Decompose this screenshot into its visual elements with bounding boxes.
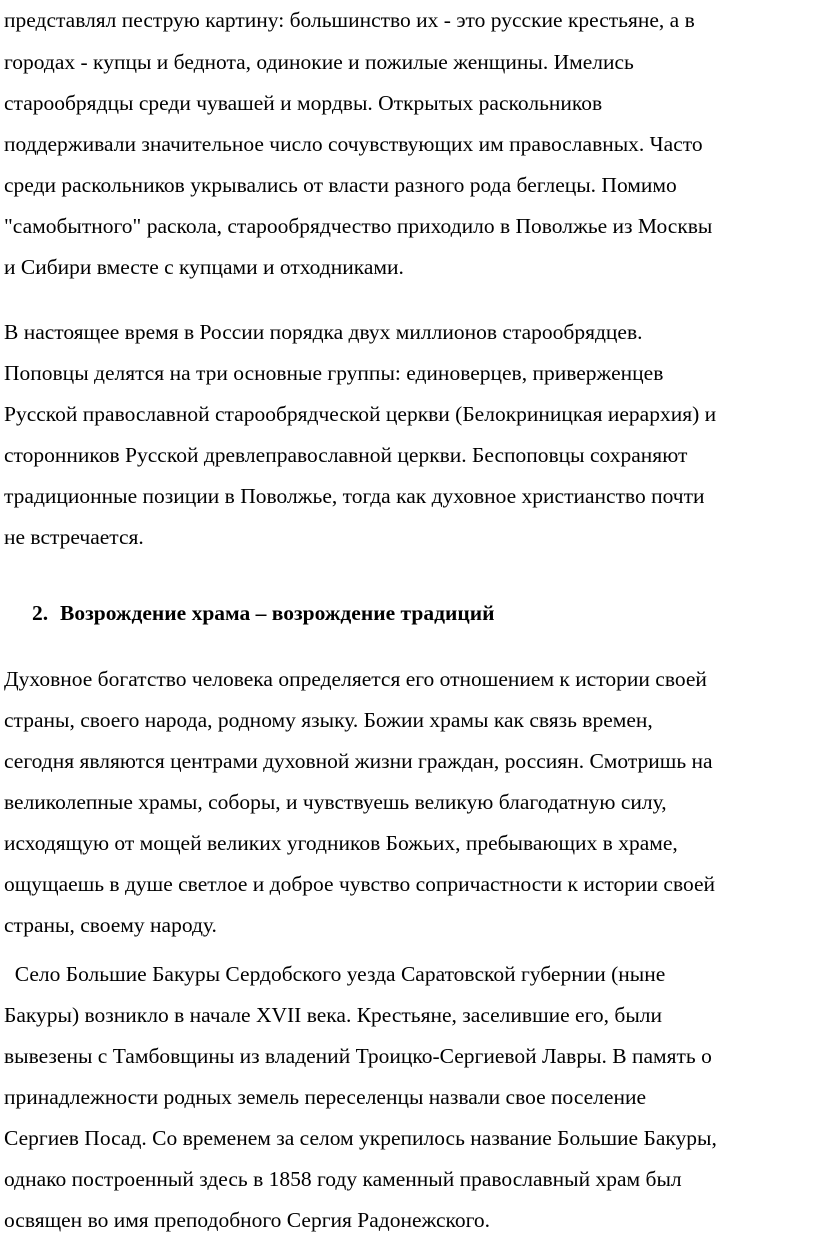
text-line: традиционные позиции в Поволжье, тогда как духовное христианство почти — [4, 484, 705, 508]
text-line: и Сибири вместе с купцами и отходниками. — [4, 255, 404, 279]
text-line: не встречается. — [4, 525, 144, 549]
text-line: Сергиев Посад. Со временем за селом укрепилось название Большие Бакуры, — [4, 1126, 717, 1150]
text-line: принадлежности родных земель переселенцы назвали свое поселение — [4, 1085, 646, 1109]
text-line: исходящую от мощей великих угодников Божьих, пребывающих в храме, — [4, 831, 678, 855]
text-line: однако построенный здесь в 1858 году каменный православный храм был — [4, 1167, 682, 1191]
text-line: Поповцы делятся на три основные группы: единоверцев, приверженцев — [4, 361, 664, 385]
text-line: "самобытного" раскола, старообрядчество приходило в Поволжье из Москвы — [4, 214, 713, 238]
text-line: среди раскольников укрывались от власти разного рода беглецы. Помимо — [4, 173, 677, 197]
section-title: Возрождение храма – возрождение традиций — [60, 601, 495, 625]
text-line: старообрядцы среди чувашей и мордвы. Открытых раскольников — [4, 91, 603, 115]
text-line: Село Большие Бакуры Сердобского уезда Саратовской губернии (ныне — [4, 962, 666, 986]
section-heading — [32, 599, 495, 627]
text-line: освящен во имя преподобного Сергия Радонежского. — [4, 1208, 491, 1232]
text-line: сторонников Русской древлеправославной церкви. Беспоповцы сохраняют — [4, 443, 688, 467]
text-line: Бакуры) возникло в начале XVII века. Крестьяне, заселившие его, были — [4, 1003, 662, 1027]
text-line: В настоящее время в России порядка двух миллионов старообрядцев. — [4, 320, 643, 344]
text-line: сегодня являются центрами духовной жизни граждан, россиян. Смотришь на — [4, 749, 713, 773]
text-line: представлял пеструю картину: большинство их - это русские крестьяне, а в — [4, 8, 695, 32]
text-line: страны, своему народу. — [4, 913, 217, 937]
text-line: великолепные храмы, соборы, и чувствуешь великую благодатную силу, — [4, 790, 667, 814]
text-line: поддерживали значительное число сочувствующих им православных. Часто — [4, 132, 703, 156]
text-line: вывезены с Тамбовщины из владений Троицко-Сергиевой Лавры. В память о — [4, 1044, 712, 1068]
text-line: Русской православной старообрядческой церкви (Белокриницкая иерархия) и — [4, 402, 717, 426]
text-line: городах - купцы и беднота, одинокие и пожилые женщины. Имелись — [4, 50, 634, 74]
section-number: 2. — [32, 601, 49, 625]
text-line: ощущаешь в душе светлое и доброе чувство сопричастности к истории своей — [4, 872, 716, 896]
text-line: Духовное богатство человека определяется его отношением к истории своей — [4, 667, 707, 691]
text-line: страны, своего народа, родному языку. Божии храмы как связь времен, — [4, 708, 653, 732]
